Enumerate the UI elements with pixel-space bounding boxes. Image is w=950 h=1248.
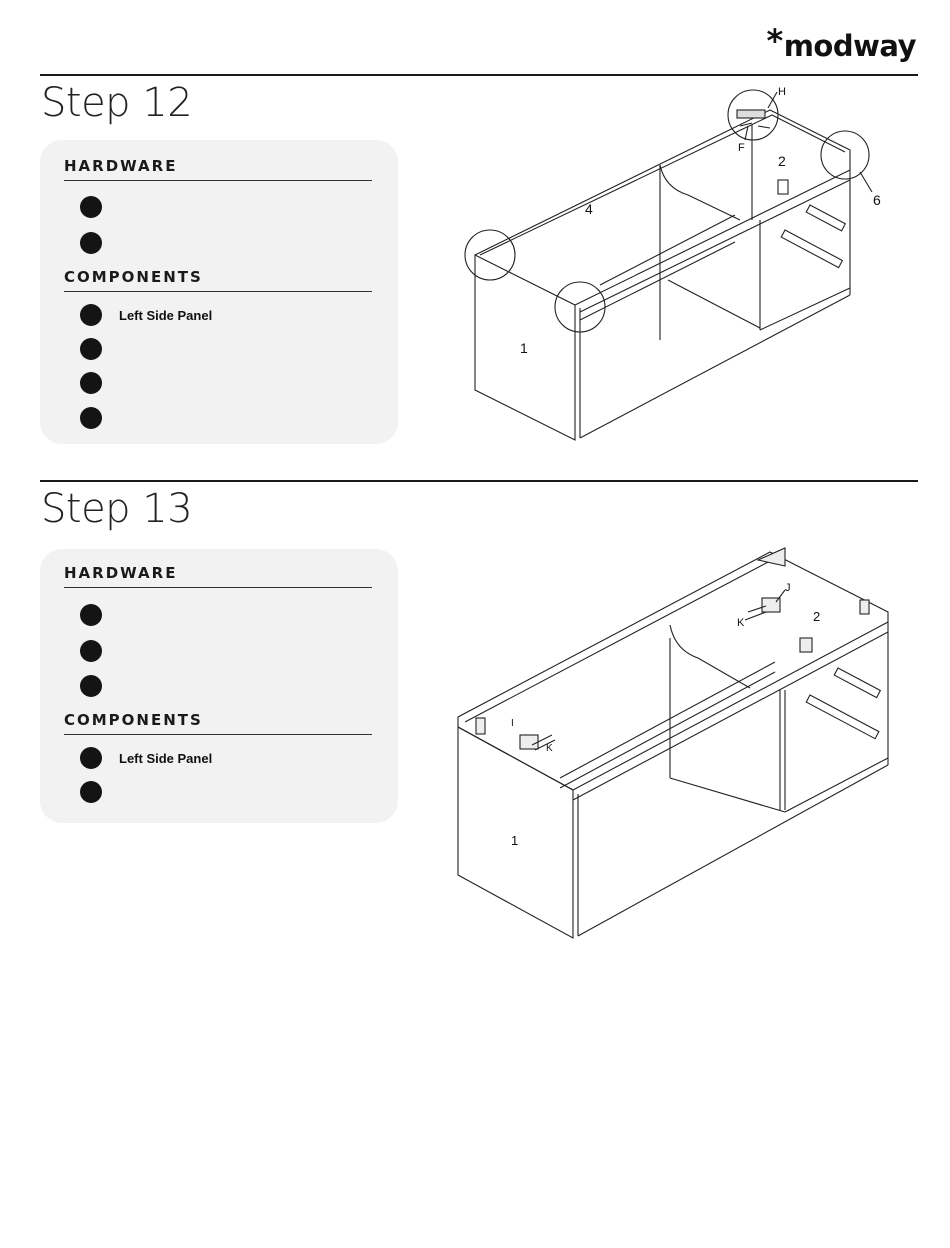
- step-13-hardware-item: [80, 604, 119, 626]
- step-13-hardware-item: [80, 640, 119, 662]
- label-j: J: [785, 582, 791, 594]
- part-marker-dot: [80, 747, 102, 769]
- label-panel-1: 1: [520, 340, 528, 356]
- step-13-assembly-diagram: [440, 540, 920, 950]
- part-marker-dot: [80, 407, 102, 429]
- step-12-hardware-heading: HARDWARE: [64, 157, 372, 181]
- label-i: I: [511, 718, 514, 729]
- part-marker-dot: [80, 304, 102, 326]
- label-k-right: K: [737, 617, 745, 629]
- label-f: F: [738, 142, 745, 154]
- step-13-divider: [40, 480, 918, 482]
- step-13-parts-card: [40, 549, 398, 823]
- step-12-parts-card: [40, 140, 398, 444]
- label-k-left: K: [546, 743, 553, 754]
- step-12-divider: [40, 74, 918, 76]
- label-panel-1: 1: [511, 833, 519, 848]
- step-12-component-item: [80, 304, 212, 326]
- part-marker-dot: [80, 781, 102, 803]
- logo-wordmark: modway: [783, 29, 916, 63]
- step-13-components-heading: COMPONENTS: [64, 711, 372, 735]
- label-h: H: [778, 86, 786, 98]
- label-panel-4: 4: [585, 201, 593, 217]
- part-label: Left Side Panel: [119, 750, 213, 766]
- part-marker-dot: [80, 640, 102, 662]
- label-panel-6: 6: [873, 192, 881, 208]
- step-12-component-item: [80, 372, 119, 394]
- part-marker-dot: [80, 604, 102, 626]
- part-marker-dot: [80, 675, 102, 697]
- part-marker-dot: [80, 196, 102, 218]
- label-panel-2: 2: [813, 609, 821, 624]
- step-12-hardware-item: [80, 232, 119, 254]
- part-marker-dot: [80, 232, 102, 254]
- step-12-title: Step 12: [41, 80, 193, 126]
- step-13-hardware-item: [80, 675, 119, 697]
- step-12-component-item: [80, 338, 119, 360]
- part-label: Left Side Panel: [119, 307, 213, 323]
- step-12-component-item: [80, 407, 119, 429]
- part-marker-dot: [80, 338, 102, 360]
- step-13-component-item: [80, 747, 212, 769]
- step-12-components-heading: COMPONENTS: [64, 268, 372, 292]
- logo-star: *: [766, 22, 783, 60]
- label-panel-2: 2: [778, 153, 786, 169]
- step-12-assembly-diagram: [440, 80, 920, 450]
- modway-logo: [766, 22, 916, 64]
- step-13-component-item: [80, 781, 119, 803]
- step-13-hardware-heading: HARDWARE: [64, 564, 372, 588]
- part-marker-dot: [80, 372, 102, 394]
- step-12-hardware-item: [80, 196, 119, 218]
- step-13-title: Step 13: [41, 486, 193, 532]
